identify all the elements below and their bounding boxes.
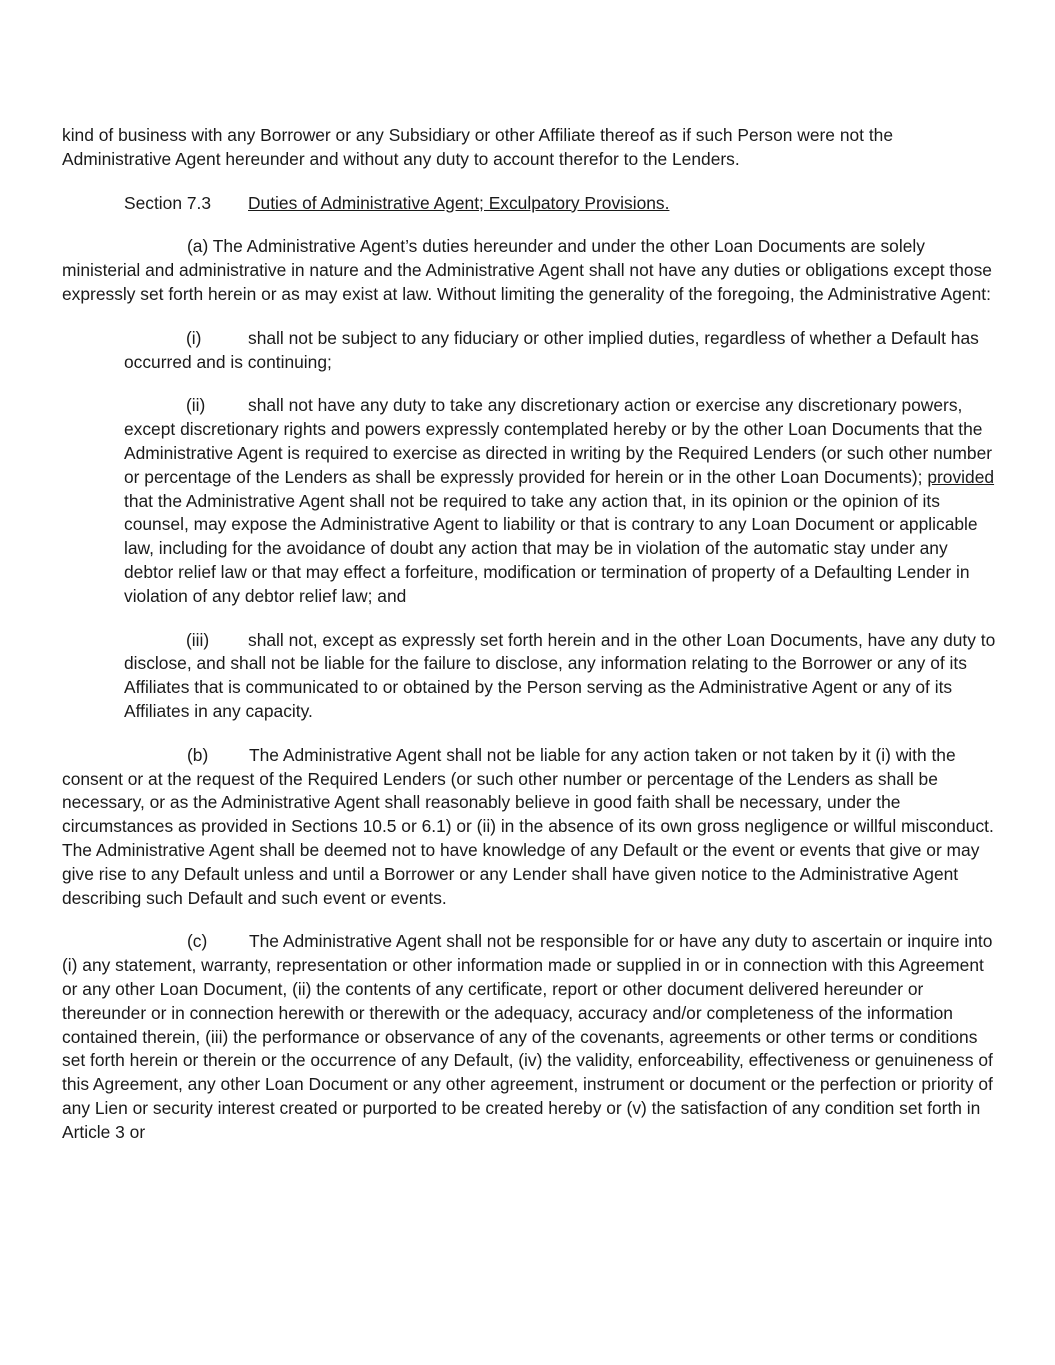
item-iii-text: shall not, except as expressly set forth herein and in the other Loan Documents, have any duty to disclose, and shall not be liable for the failure to disclose, any information relating to the Borrower or any of its Affiliates that is communicated to or obtained by the Person serving as the Administrative Agent or any of its Affiliates in any capacity. bbox=[124, 629, 996, 721]
item-ii-text-after: that the Administrative Agent shall not be required to take any action that, in its opinion or the opinion of its counsel, may expose the Administrative Agent to liability or that is contrary to any Loan Document or applicable law, including for the avoidance of doubt any action that may be in violation of the automatic stay under any debtor relief law or that may effect a forfeiture, modification or termination of property of a Defaulting Lender in violation of any debtor relief law; and bbox=[124, 490, 978, 606]
item-iii bbox=[124, 629, 997, 724]
intro-paragraph: kind of business with any Borrower or any Subsidiary or other Affiliate thereof as if such Person were not the Administrative Agent hereunder and without any duty to account therefor to the Lenders. bbox=[62, 125, 893, 169]
item-i bbox=[124, 327, 997, 375]
item-i-text: shall not be subject to any fiduciary or other implied duties, regardless of whether a Default has occurred and is continuing; bbox=[124, 327, 979, 372]
section-heading bbox=[62, 192, 997, 216]
section-title: Duties of Administrative Agent; Exculpatory Provisions. bbox=[248, 192, 670, 213]
item-i-label: (i) bbox=[186, 327, 202, 348]
item-iii-label: (iii) bbox=[186, 629, 210, 650]
paragraph-b-label: (b) bbox=[187, 744, 209, 765]
section-number: Section 7.3 bbox=[124, 192, 212, 213]
document-page bbox=[62, 124, 997, 1164]
item-ii-label: (ii) bbox=[186, 395, 206, 416]
item-ii bbox=[124, 394, 997, 608]
item-ii-provided: provided bbox=[927, 466, 995, 487]
paragraph-c-label: (c) bbox=[187, 931, 208, 952]
paragraph-c bbox=[62, 930, 997, 1144]
item-ii-text-before: shall not have any duty to take any discretionary action or exercise any discretionary powers, except discretionary rights and powers expressly contemplated hereby or by the other Loan Documents that the Administrative Agent is required to exercise as directed in writing by the Required Lenders (or such other number or percentage of the Lenders as shall be expressly provided for herein or in the other Loan Documents); bbox=[124, 395, 993, 487]
paragraph-b bbox=[62, 744, 997, 911]
paragraph-a: (a) The Administrative Agent’s duties hereunder and under the other Loan Documents are solely ministerial and administrative in nature and the Administrative Agent shall not have any duties or obligations except those expressly set forth herein or as may exist at law. Without limiting the generality of the foregoing, the Administrative Agent: bbox=[62, 236, 992, 304]
paragraph-c-text: The Administrative Agent shall not be responsible for or have any duty to ascertain or inquire into (i) any statement, warranty, representation or other information made or supplied in or in connection with this Agreement or any other Loan Document, (ii) the contents of any certificate, report or other document delivered hereunder or thereunder or in connection herewith or therewith or the adequacy, accuracy and/or completeness of the information contained therein, (iii) the performance or observance of any of the covenants, agreements or other terms or conditions set forth herein or therein or the occurrence of any Default, (iv) the validity, enforceability, effectiveness or genuineness of this Agreement, any other Loan Document or any other agreement, instrument or document or the perfection or priority of any Lien or security interest created or purported to be created hereby or (v) the satisfaction of any condition set forth in Article 3 or bbox=[62, 931, 993, 1142]
paragraph-b-text: The Administrative Agent shall not be liable for any action taken or not taken by it (i) with the consent or at the request of the Required Lenders (or such other number or percentage of the Lenders as shall be necessary, or as the Administrative Agent shall reasonably believe in good faith shall be necessary, under the circumstances as provided in Sections 10.5 or 6.1) or (ii) in the absence of its own gross negligence or willful misconduct. The Administrative Agent shall be deemed not to have knowledge of any Default or the event or events that give or may give rise to any Default unless and until a Borrower or any Lender shall have given notice to the Administrative Agent describing such Default and such event or events. bbox=[62, 744, 994, 908]
